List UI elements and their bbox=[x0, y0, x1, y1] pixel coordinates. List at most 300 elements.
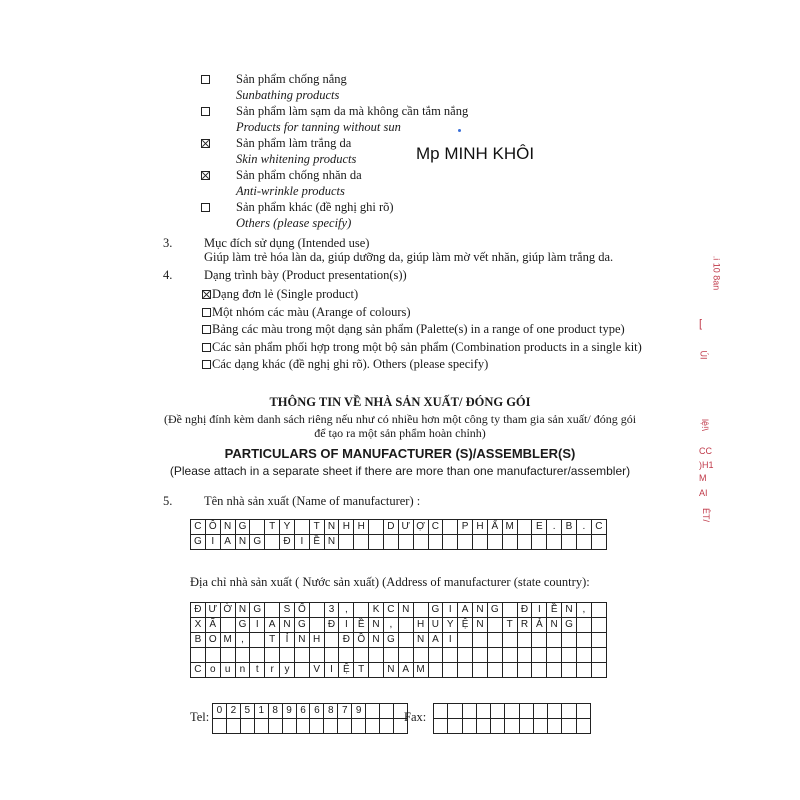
grid-cell[interactable] bbox=[443, 648, 458, 663]
grid-cell[interactable] bbox=[354, 648, 369, 663]
grid-cell[interactable] bbox=[250, 633, 265, 648]
grid-cell[interactable]: T bbox=[265, 520, 280, 535]
grid-cell[interactable] bbox=[458, 633, 473, 648]
grid-cell[interactable]: I bbox=[443, 603, 458, 618]
product-type-en-label: Products for tanning without sun bbox=[236, 120, 401, 134]
stamp-fragment: CC bbox=[699, 446, 712, 456]
grid-cell[interactable]: A bbox=[458, 603, 473, 618]
grid-cell[interactable] bbox=[282, 719, 296, 734]
grid-row bbox=[434, 719, 591, 734]
grid-cell[interactable]: Ồ bbox=[354, 633, 369, 648]
grid-cell[interactable] bbox=[532, 648, 547, 663]
stamp-fragment: ÚI bbox=[698, 350, 709, 360]
grid-cell[interactable] bbox=[398, 633, 413, 648]
grid-cell[interactable] bbox=[428, 535, 443, 550]
grid-cell[interactable]: H bbox=[413, 618, 428, 633]
grid-cell[interactable] bbox=[398, 535, 413, 550]
manufacturer-name-label: Tên nhà sản xuất (Name of manufacturer) : bbox=[204, 494, 421, 508]
section4-number: 4. bbox=[163, 268, 173, 282]
grid-cell[interactable] bbox=[462, 719, 476, 734]
stamp-fragment: .i 10 8an bbox=[711, 255, 722, 291]
grid-cell[interactable]: I bbox=[339, 618, 354, 633]
grid-cell[interactable]: Đ bbox=[280, 535, 295, 550]
grid-cell[interactable] bbox=[383, 535, 398, 550]
grid-cell[interactable] bbox=[473, 663, 488, 678]
grid-cell[interactable]: 7 bbox=[338, 704, 352, 719]
grid-cell[interactable] bbox=[517, 648, 532, 663]
grid-cell[interactable]: A bbox=[265, 618, 280, 633]
grid-cell[interactable] bbox=[443, 535, 458, 550]
grid-cell[interactable]: N bbox=[547, 618, 562, 633]
section3-number: 3. bbox=[163, 236, 173, 250]
grid-cell[interactable]: 5 bbox=[240, 704, 254, 719]
grid-cell[interactable] bbox=[476, 704, 490, 719]
grid-cell[interactable] bbox=[473, 535, 488, 550]
grid-row bbox=[191, 618, 607, 633]
grid-cell[interactable] bbox=[220, 648, 235, 663]
grid-cell[interactable]: P bbox=[458, 520, 473, 535]
grid-cell[interactable]: Đ bbox=[339, 633, 354, 648]
product-type-checkbox[interactable] bbox=[201, 139, 210, 148]
grid-cell[interactable] bbox=[380, 704, 394, 719]
grid-cell[interactable]: T bbox=[502, 618, 517, 633]
grid-cell[interactable] bbox=[309, 648, 324, 663]
presentation-option bbox=[202, 287, 358, 302]
grid-cell[interactable] bbox=[547, 633, 562, 648]
grid-cell[interactable]: , bbox=[235, 633, 250, 648]
grid-cell[interactable] bbox=[369, 535, 384, 550]
grid-cell[interactable]: Ư bbox=[398, 520, 413, 535]
presentation-option bbox=[202, 305, 411, 320]
grid-cell[interactable] bbox=[562, 704, 576, 719]
grid-cell[interactable]: C bbox=[191, 663, 206, 678]
grid-cell[interactable]: N bbox=[280, 618, 295, 633]
grid-cell[interactable]: H bbox=[473, 520, 488, 535]
grid-cell[interactable] bbox=[366, 704, 380, 719]
grid-cell[interactable]: A bbox=[220, 535, 235, 550]
grid-cell[interactable] bbox=[533, 704, 547, 719]
grid-cell[interactable] bbox=[491, 719, 505, 734]
grid-cell[interactable] bbox=[576, 633, 591, 648]
fax-label: Fax: bbox=[404, 710, 427, 724]
grid-cell[interactable] bbox=[448, 719, 462, 734]
grid-cell[interactable]: y bbox=[280, 663, 295, 678]
grid-cell[interactable]: , bbox=[383, 618, 398, 633]
grid-cell[interactable] bbox=[487, 633, 502, 648]
grid-cell[interactable]: o bbox=[205, 663, 220, 678]
grid-cell[interactable]: N bbox=[562, 603, 577, 618]
grid-cell[interactable] bbox=[413, 648, 428, 663]
grid-cell[interactable]: H bbox=[339, 520, 354, 535]
grid-cell[interactable]: 9 bbox=[352, 704, 366, 719]
product-type-vn-label: Sản phẩm chống nắng bbox=[236, 72, 347, 86]
stamp-fragment: M bbox=[699, 473, 707, 483]
presentation-checkbox[interactable] bbox=[202, 325, 211, 334]
manufacturer-en-note: (Please attach in a separate sheet if there are more than one manufacturer/assembler) bbox=[169, 464, 631, 478]
section5-number: 5. bbox=[163, 494, 173, 508]
grid-cell[interactable] bbox=[473, 648, 488, 663]
grid-cell[interactable] bbox=[576, 704, 590, 719]
grid-cell[interactable]: I bbox=[205, 535, 220, 550]
grid-cell[interactable]: G bbox=[487, 603, 502, 618]
grid-cell[interactable]: X bbox=[191, 618, 206, 633]
presentation-checkbox[interactable] bbox=[202, 308, 211, 317]
grid-cell[interactable] bbox=[366, 719, 380, 734]
grid-cell[interactable] bbox=[191, 648, 206, 663]
grid-cell[interactable]: B bbox=[191, 633, 206, 648]
grid-cell[interactable] bbox=[398, 648, 413, 663]
section4-title: Dạng trình bày (Product presentation(s)) bbox=[204, 268, 407, 282]
grid-cell[interactable]: G bbox=[250, 535, 265, 550]
grid-cell[interactable]: N bbox=[473, 603, 488, 618]
grid-cell[interactable] bbox=[476, 719, 490, 734]
grid-cell[interactable]: Ô bbox=[205, 520, 220, 535]
grid-cell[interactable] bbox=[591, 633, 606, 648]
grid-cell[interactable]: I bbox=[443, 633, 458, 648]
grid-cell[interactable]: O bbox=[205, 633, 220, 648]
grid-cell[interactable] bbox=[428, 648, 443, 663]
manufacturer-vn-note-2: để tạo ra một sản phẩm hoàn chỉnh) bbox=[314, 426, 486, 440]
tel-label: Tel: bbox=[190, 710, 210, 724]
grid-cell[interactable]: G bbox=[383, 633, 398, 648]
grid-cell[interactable] bbox=[339, 648, 354, 663]
grid-cell[interactable] bbox=[562, 535, 577, 550]
grid-cell[interactable] bbox=[413, 603, 428, 618]
grid-cell[interactable]: G bbox=[428, 603, 443, 618]
grid-cell[interactable]: 6 bbox=[310, 704, 324, 719]
grid-cell[interactable] bbox=[502, 535, 517, 550]
grid-cell[interactable] bbox=[309, 603, 324, 618]
grid-cell[interactable]: . bbox=[547, 520, 562, 535]
grid-cell[interactable] bbox=[398, 618, 413, 633]
grid-cell[interactable]: 8 bbox=[324, 704, 338, 719]
stamp-fragment: ÈT/ bbox=[701, 507, 712, 523]
grid-cell[interactable] bbox=[354, 603, 369, 618]
grid-row bbox=[191, 535, 607, 550]
grid-cell[interactable]: N bbox=[413, 633, 428, 648]
grid-cell[interactable]: 1 bbox=[254, 704, 268, 719]
grid-cell[interactable] bbox=[547, 648, 562, 663]
grid-cell[interactable]: C bbox=[191, 520, 206, 535]
grid-cell[interactable]: I bbox=[324, 663, 339, 678]
grid-cell[interactable]: T bbox=[265, 633, 280, 648]
stamp-fragment: [ bbox=[699, 318, 703, 330]
grid-cell[interactable] bbox=[235, 648, 250, 663]
grid-cell[interactable] bbox=[240, 719, 254, 734]
grid-cell[interactable]: Ề bbox=[309, 535, 324, 550]
grid-cell[interactable] bbox=[517, 633, 532, 648]
grid-cell[interactable] bbox=[562, 633, 577, 648]
grid-cell[interactable] bbox=[548, 719, 562, 734]
grid-cell[interactable]: U bbox=[428, 618, 443, 633]
product-type-checkbox[interactable] bbox=[201, 203, 210, 212]
grid-cell[interactable] bbox=[562, 719, 576, 734]
grid-cell[interactable] bbox=[265, 535, 280, 550]
grid-cell[interactable] bbox=[591, 603, 606, 618]
grid-cell[interactable]: N bbox=[294, 633, 309, 648]
grid-row bbox=[191, 520, 607, 535]
grid-cell[interactable] bbox=[487, 648, 502, 663]
grid-cell[interactable] bbox=[280, 648, 295, 663]
grid-cell[interactable] bbox=[487, 663, 502, 678]
grid-cell[interactable] bbox=[473, 633, 488, 648]
product-type-vn-label: Sản phẩm khác (đề nghị ghi rõ) bbox=[236, 200, 394, 214]
grid-cell[interactable] bbox=[265, 648, 280, 663]
grid-cell[interactable] bbox=[547, 663, 562, 678]
grid-cell[interactable]: C bbox=[383, 603, 398, 618]
grid-cell[interactable]: Y bbox=[443, 618, 458, 633]
product-type-vn-label: Sản phẩm làm sạm da mà không cần tắm nắng bbox=[236, 104, 469, 118]
grid-cell[interactable] bbox=[443, 520, 458, 535]
grid-cell[interactable]: T bbox=[354, 663, 369, 678]
grid-cell[interactable] bbox=[519, 719, 533, 734]
grid-cell[interactable] bbox=[548, 704, 562, 719]
grid-cell[interactable] bbox=[369, 648, 384, 663]
grid-cell[interactable]: , bbox=[339, 603, 354, 618]
grid-cell[interactable]: M bbox=[413, 663, 428, 678]
grid-cell[interactable]: , bbox=[576, 603, 591, 618]
grid-cell[interactable]: N bbox=[383, 663, 398, 678]
grid-cell[interactable]: G bbox=[235, 618, 250, 633]
stamp-fragment: AI bbox=[699, 488, 708, 498]
grid-cell[interactable] bbox=[576, 663, 591, 678]
grid-cell[interactable]: 9 bbox=[282, 704, 296, 719]
grid-cell[interactable]: A bbox=[398, 663, 413, 678]
grid-cell[interactable] bbox=[591, 663, 606, 678]
grid-cell[interactable]: E bbox=[532, 520, 547, 535]
grid-cell[interactable]: G bbox=[294, 618, 309, 633]
grid-cell[interactable]: T bbox=[309, 520, 324, 535]
grid-cell[interactable] bbox=[458, 648, 473, 663]
grid-cell[interactable]: Ã bbox=[205, 618, 220, 633]
grid-cell[interactable] bbox=[310, 719, 324, 734]
grid-row bbox=[434, 704, 591, 719]
grid-cell[interactable] bbox=[369, 520, 384, 535]
product-type-vn-label: Sản phẩm làm trắng da bbox=[236, 136, 352, 150]
grid-cell[interactable] bbox=[576, 535, 591, 550]
grid-cell[interactable] bbox=[428, 663, 443, 678]
grid-cell[interactable] bbox=[487, 618, 502, 633]
grid-cell[interactable] bbox=[338, 719, 352, 734]
grid-cell[interactable] bbox=[294, 648, 309, 663]
manufacturer-address-grid bbox=[190, 602, 607, 678]
grid-cell[interactable] bbox=[250, 648, 265, 663]
grid-cell[interactable]: C bbox=[591, 520, 606, 535]
grid-cell[interactable]: N bbox=[369, 618, 384, 633]
grid-row bbox=[191, 633, 607, 648]
grid-cell[interactable] bbox=[502, 648, 517, 663]
grid-cell[interactable] bbox=[532, 535, 547, 550]
grid-cell[interactable] bbox=[591, 618, 606, 633]
grid-cell[interactable] bbox=[502, 633, 517, 648]
grid-cell[interactable] bbox=[296, 719, 310, 734]
grid-cell[interactable] bbox=[532, 633, 547, 648]
grid-cell[interactable] bbox=[324, 719, 338, 734]
grid-cell[interactable]: Ỉ bbox=[280, 633, 295, 648]
grid-cell[interactable] bbox=[339, 535, 354, 550]
grid-cell[interactable] bbox=[576, 719, 590, 734]
presentation-checkbox[interactable] bbox=[202, 290, 211, 299]
grid-cell[interactable]: A bbox=[428, 633, 443, 648]
manufacturer-name-grid bbox=[190, 519, 607, 550]
grid-cell[interactable]: H bbox=[354, 520, 369, 535]
grid-cell[interactable] bbox=[517, 535, 532, 550]
grid-cell[interactable] bbox=[533, 719, 547, 734]
grid-cell[interactable] bbox=[383, 648, 398, 663]
grid-cell[interactable]: D bbox=[383, 520, 398, 535]
grid-cell[interactable] bbox=[226, 719, 240, 734]
grid-cell[interactable]: N bbox=[324, 535, 339, 550]
grid-cell[interactable]: Ề bbox=[354, 618, 369, 633]
grid-cell[interactable] bbox=[254, 719, 268, 734]
grid-cell[interactable]: 3 bbox=[324, 603, 339, 618]
grid-cell[interactable]: N bbox=[398, 603, 413, 618]
grid-cell[interactable]: R bbox=[517, 618, 532, 633]
grid-cell[interactable]: N bbox=[220, 520, 235, 535]
grid-cell[interactable]: Ệ bbox=[458, 618, 473, 633]
grid-cell[interactable] bbox=[505, 719, 519, 734]
product-type-vn-label: Sản phẩm chống nhăn da bbox=[236, 168, 362, 182]
grid-cell[interactable] bbox=[502, 663, 517, 678]
grid-cell[interactable]: 8 bbox=[268, 704, 282, 719]
grid-cell[interactable] bbox=[213, 719, 227, 734]
grid-cell[interactable] bbox=[562, 648, 577, 663]
grid-cell[interactable]: G bbox=[562, 618, 577, 633]
grid-cell[interactable] bbox=[250, 520, 265, 535]
grid-cell[interactable]: Ư bbox=[205, 603, 220, 618]
grid-cell[interactable] bbox=[205, 648, 220, 663]
grid-cell[interactable] bbox=[505, 704, 519, 719]
manufacturer-address-label: Địa chỉ nhà sản xuất ( Nước sản xuất) (Address of manufacturer (state country): bbox=[190, 575, 590, 589]
grid-cell[interactable]: C bbox=[428, 520, 443, 535]
grid-cell[interactable]: I bbox=[250, 618, 265, 633]
grid-cell[interactable]: G bbox=[250, 603, 265, 618]
grid-cell[interactable] bbox=[294, 663, 309, 678]
grid-cell[interactable] bbox=[517, 520, 532, 535]
grid-cell[interactable] bbox=[562, 663, 577, 678]
grid-cell[interactable] bbox=[354, 535, 369, 550]
product-type-checkbox[interactable] bbox=[201, 171, 210, 180]
grid-cell[interactable]: I bbox=[294, 535, 309, 550]
grid-cell[interactable] bbox=[294, 520, 309, 535]
grid-cell[interactable] bbox=[434, 704, 448, 719]
grid-cell[interactable]: Ờ bbox=[220, 603, 235, 618]
grid-cell[interactable]: n bbox=[235, 663, 250, 678]
grid-cell[interactable]: N bbox=[369, 633, 384, 648]
grid-cell[interactable] bbox=[591, 648, 606, 663]
grid-cell[interactable]: K bbox=[369, 603, 384, 618]
grid-cell[interactable]: Ẩ bbox=[487, 520, 502, 535]
grid-cell[interactable] bbox=[309, 618, 324, 633]
grid-cell[interactable]: Đ bbox=[191, 603, 206, 618]
grid-cell[interactable]: Đ bbox=[324, 618, 339, 633]
grid-cell[interactable]: Ả bbox=[532, 618, 547, 633]
grid-cell[interactable] bbox=[462, 704, 476, 719]
grid-row bbox=[213, 704, 408, 719]
grid-cell[interactable]: Ề bbox=[547, 603, 562, 618]
grid-cell[interactable] bbox=[448, 704, 462, 719]
grid-cell[interactable] bbox=[265, 603, 280, 618]
product-type-checkbox[interactable] bbox=[201, 75, 210, 84]
manufacturer-en-title: PARTICULARS OF MANUFACTURER (S)/ASSEMBLER(S) bbox=[224, 446, 576, 461]
grid-cell[interactable]: I bbox=[532, 603, 547, 618]
grid-cell[interactable] bbox=[532, 663, 547, 678]
grid-cell[interactable]: Ợ bbox=[413, 520, 428, 535]
grid-cell[interactable]: 6 bbox=[296, 704, 310, 719]
grid-cell[interactable] bbox=[517, 663, 532, 678]
grid-cell[interactable]: N bbox=[473, 618, 488, 633]
grid-cell[interactable] bbox=[220, 618, 235, 633]
grid-cell[interactable]: S bbox=[280, 603, 295, 618]
presentation-checkbox[interactable] bbox=[202, 343, 211, 352]
grid-cell[interactable]: B bbox=[562, 520, 577, 535]
grid-cell[interactable] bbox=[324, 648, 339, 663]
grid-cell[interactable]: t bbox=[250, 663, 265, 678]
product-type-en-label: Anti-wrinkle products bbox=[236, 184, 345, 198]
stamp-fragment: lệ!\ bbox=[700, 418, 711, 432]
presentation-checkbox[interactable] bbox=[202, 360, 211, 369]
grid-cell[interactable] bbox=[380, 719, 394, 734]
grid-cell[interactable] bbox=[352, 719, 366, 734]
grid-cell[interactable] bbox=[576, 618, 591, 633]
grid-cell[interactable] bbox=[487, 535, 502, 550]
fax-grid bbox=[433, 703, 591, 734]
grid-cell[interactable] bbox=[491, 704, 505, 719]
grid-cell[interactable] bbox=[519, 704, 533, 719]
grid-cell[interactable] bbox=[576, 648, 591, 663]
grid-row bbox=[191, 648, 607, 663]
grid-cell[interactable] bbox=[458, 663, 473, 678]
grid-cell[interactable] bbox=[591, 535, 606, 550]
grid-cell[interactable]: r bbox=[265, 663, 280, 678]
grid-cell[interactable]: . bbox=[576, 520, 591, 535]
presentation-option-label: Bảng các màu trong một dạng sản phẩm (Palette(s) in a range of one product type) bbox=[212, 322, 625, 336]
grid-cell[interactable] bbox=[413, 535, 428, 550]
grid-cell[interactable]: N bbox=[324, 520, 339, 535]
grid-cell[interactable]: G bbox=[191, 535, 206, 550]
grid-cell[interactable]: H bbox=[309, 633, 324, 648]
grid-cell[interactable]: M bbox=[502, 520, 517, 535]
presentation-option bbox=[202, 340, 642, 355]
grid-cell[interactable]: N bbox=[235, 535, 250, 550]
grid-cell[interactable]: u bbox=[220, 663, 235, 678]
grid-cell[interactable] bbox=[369, 663, 384, 678]
product-type-en-label: Others (please specify) bbox=[236, 216, 352, 230]
grid-cell[interactable]: N bbox=[235, 603, 250, 618]
grid-cell[interactable]: G bbox=[235, 520, 250, 535]
grid-cell[interactable]: Ố bbox=[294, 603, 309, 618]
grid-cell[interactable] bbox=[434, 719, 448, 734]
grid-cell[interactable] bbox=[502, 603, 517, 618]
grid-cell[interactable] bbox=[443, 663, 458, 678]
presentation-option-label: Dạng đơn lẻ (Single product) bbox=[212, 287, 359, 301]
grid-cell[interactable] bbox=[547, 535, 562, 550]
grid-cell[interactable] bbox=[458, 535, 473, 550]
grid-cell[interactable]: V bbox=[309, 663, 324, 678]
grid-cell[interactable]: M bbox=[220, 633, 235, 648]
grid-cell[interactable]: Đ bbox=[517, 603, 532, 618]
grid-row bbox=[213, 719, 408, 734]
product-type-checkbox[interactable] bbox=[201, 107, 210, 116]
grid-cell[interactable] bbox=[324, 633, 339, 648]
watermark-text: Mp MINH KHÔI bbox=[416, 144, 535, 163]
grid-cell[interactable]: 2 bbox=[226, 704, 240, 719]
grid-cell[interactable]: Ệ bbox=[339, 663, 354, 678]
grid-cell[interactable] bbox=[268, 719, 282, 734]
presentation-option-label: Các dạng khác (đề nghị ghi rõ). Others (please specify) bbox=[212, 357, 489, 371]
grid-cell[interactable]: Y bbox=[280, 520, 295, 535]
grid-cell[interactable]: 0 bbox=[213, 704, 227, 719]
